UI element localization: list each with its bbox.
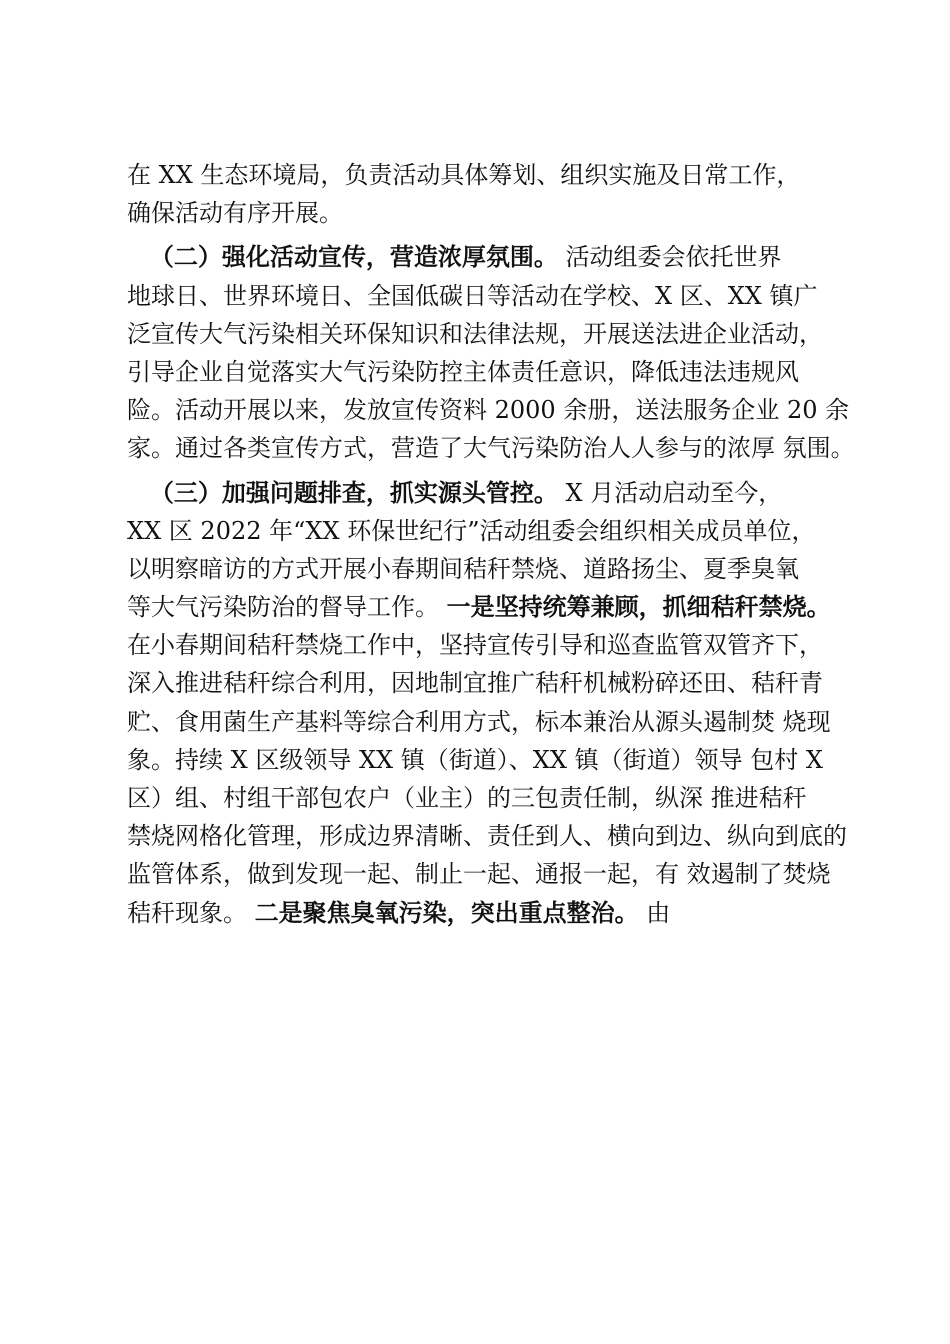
text-line	[127, 741, 862, 779]
text-run: 在小春期间秸秆禁烧工作中，坚持宣传引导和巡查监管双管齐下，	[127, 631, 823, 660]
text-line	[127, 353, 862, 391]
text-line	[127, 156, 862, 194]
text-run: 以明察暗访的方式开展小春期间秸秆禁烧、道路扬尘、夏季臭氧	[127, 554, 799, 583]
document-body	[127, 156, 862, 932]
text-run: 地球日、世界环境日、全国低碳日等活动在学校、X 区、XX 镇广	[127, 281, 818, 310]
text-line	[127, 817, 862, 855]
text-run: 在 XX 生态环境局，负责活动具体筹划、组织实施及日常工作，	[127, 161, 801, 189]
text-run: 象。持续 X 区级领导 XX 镇（街道）、XX 镇（街道）领导 包村 X	[127, 745, 823, 774]
text-line	[127, 855, 862, 893]
text-run: XX 区 2022 年“XX 环保世纪行”活动组委会组织相关成员单位，	[127, 516, 816, 545]
text-line	[127, 664, 862, 702]
text-run: 禁烧网格化管理，形成边界清晰、责任到人、横向到边、纵向到底的	[127, 822, 847, 851]
text-run: 泛宣传大气污染相关环保知识和法律法规，开展送法进企业活动，	[127, 319, 823, 348]
text-run: 监管体系，做到发现一起、制止一起、通报一起，有 效遏制了焚烧	[127, 860, 831, 889]
paragraph-3-first-line	[127, 474, 862, 512]
point-heading-1: 一是坚持统筹兼顾，抓细秸秆禁烧。	[446, 592, 831, 622]
text-line	[127, 391, 862, 429]
text-line	[127, 588, 862, 626]
text-line	[127, 512, 862, 550]
paragraph-2-first-line	[127, 238, 862, 276]
section-heading-3: （三）加强问题排查，抓实源头管控。	[149, 477, 558, 507]
text-run: 区）组、村组干部包农户（业主）的三包责任制，纵深 推进秸秆	[127, 784, 807, 812]
paragraph-indent	[127, 243, 142, 271]
text-line	[127, 194, 862, 232]
text-line	[127, 550, 862, 588]
text-line	[127, 626, 862, 664]
text-run: 由	[646, 898, 671, 927]
text-run: 贮、食用菌生产基料等综合利用方式，标本兼治从源头遏制焚 烧现	[127, 707, 831, 736]
text-run: 险。活动开展以来，发放宣传资料 2000 余册，送法服务企业 20 余	[127, 396, 850, 425]
text-run: 活动组委会依托世界	[565, 243, 782, 272]
text-run: 秸秆现象。	[127, 898, 247, 927]
text-run: 确保活动有序开展。	[127, 199, 343, 228]
text-line	[127, 894, 862, 932]
text-run: 等大气污染防治的督导工作。	[127, 593, 439, 622]
text-line	[127, 779, 862, 817]
text-line	[127, 429, 862, 467]
text-run: 深入推进秸秆综合利用，因地制宜推广秸秆机械粉碎还田、秸秆青	[127, 669, 823, 698]
text-line	[127, 703, 862, 741]
section-heading-2: （二）强化活动宣传，营造浓厚氛围。	[149, 242, 558, 272]
text-run: 引导企业自觉落实大气污染防控主体责任意识，降低违法违规风	[127, 357, 799, 386]
text-run: X 月活动启动至今，	[565, 478, 783, 507]
point-heading-2: 二是聚焦臭氧污染，突出重点整治。	[254, 897, 639, 927]
text-run: 家。通过各类宣传方式，营造了大气污染防治人人参与的浓厚 氛围。	[127, 434, 855, 463]
text-line	[127, 277, 862, 315]
text-line	[127, 315, 862, 353]
paragraph-indent	[127, 479, 142, 507]
